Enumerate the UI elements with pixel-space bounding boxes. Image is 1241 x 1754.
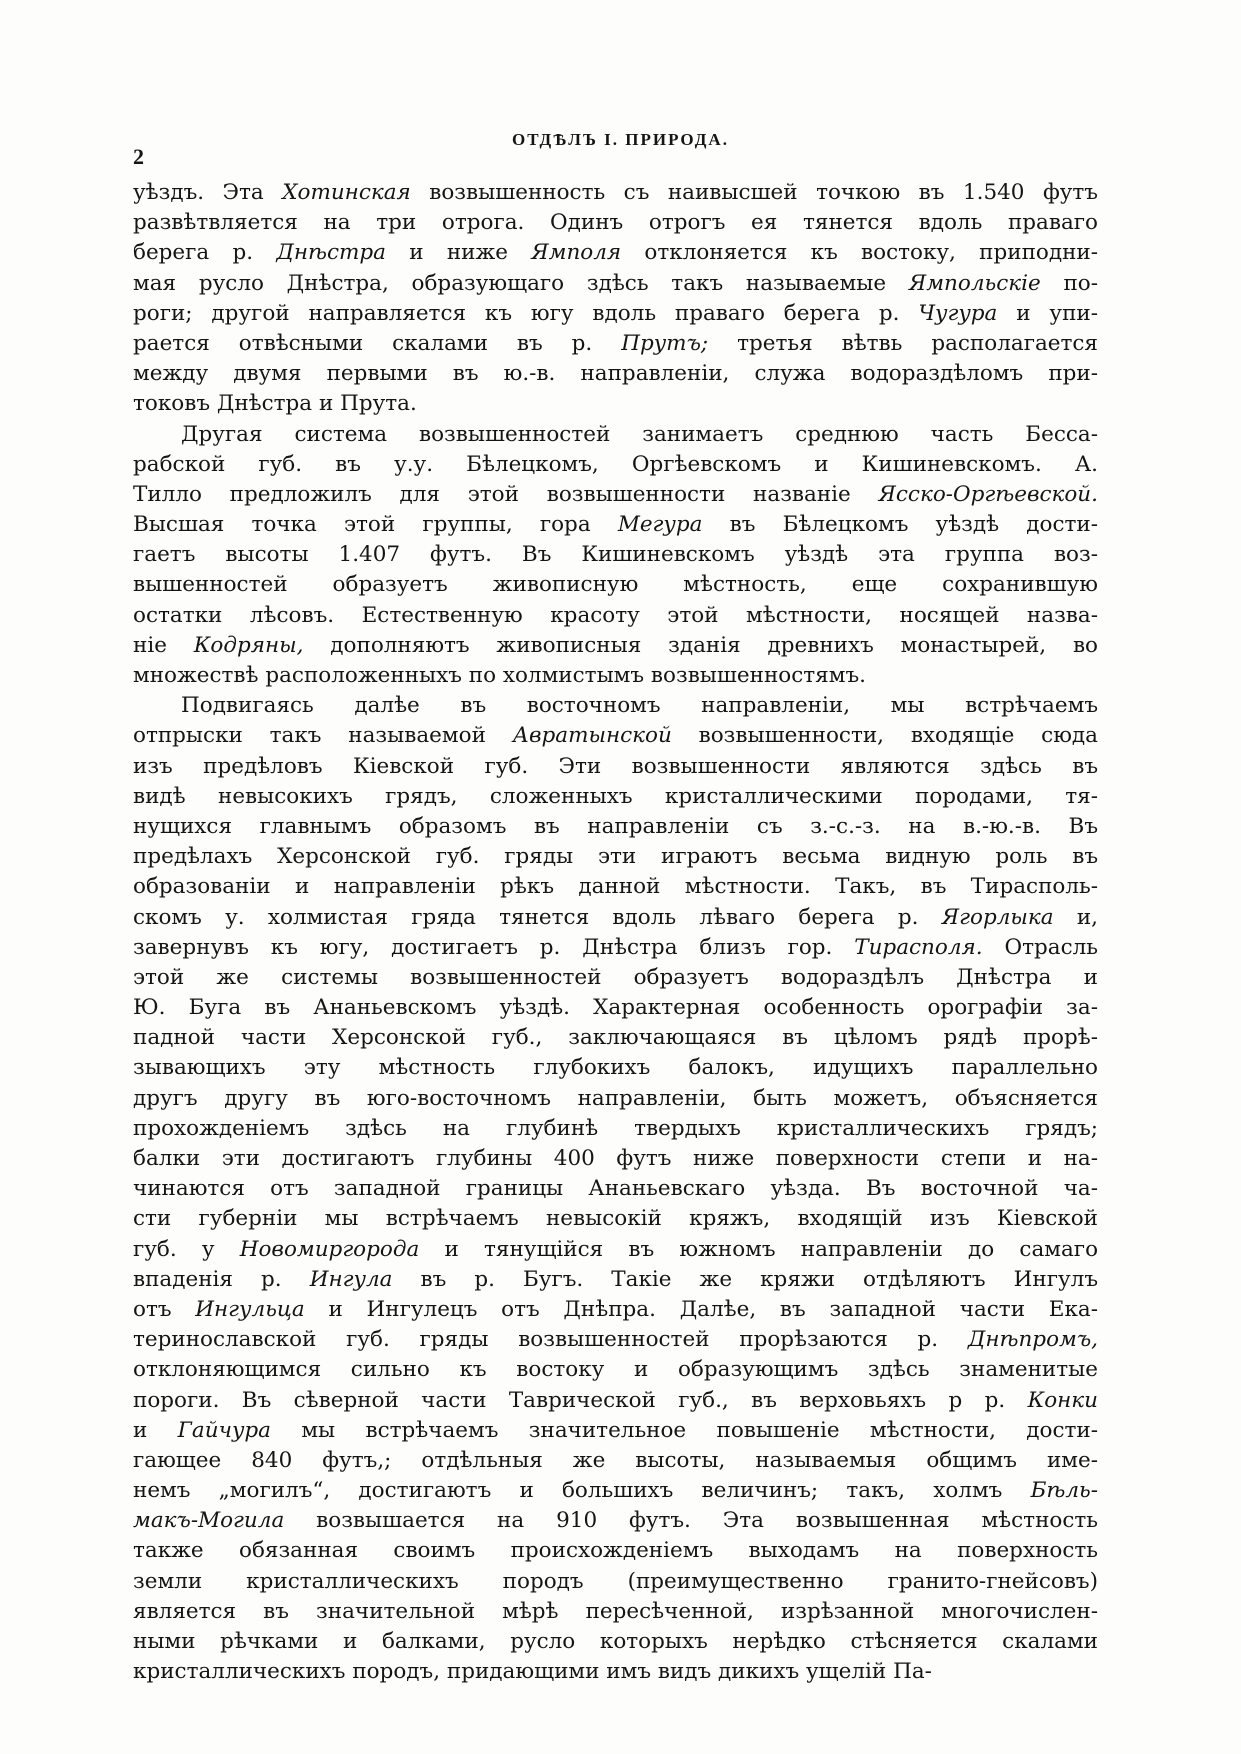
italic-run: Днѣстра (276, 240, 386, 266)
italic-run: Ямпольскіе (908, 270, 1041, 296)
italic-run: Авратынской (512, 723, 672, 749)
text-line (133, 963, 1098, 993)
text-line (133, 1476, 1098, 1506)
text-line (133, 1355, 1098, 1385)
italic-run: Хотинская (282, 180, 411, 205)
italic-run: Ягорлыка (941, 904, 1054, 930)
text-run: и ниже (385, 240, 532, 266)
body-text (133, 178, 1098, 1687)
text-line (133, 208, 1098, 238)
text-line (133, 329, 1098, 359)
text-line (133, 1386, 1098, 1416)
text-line (133, 993, 1098, 1023)
text-run: скомъ у. холмистая гряда тянется вдоль лѣваго берега р. (133, 904, 942, 930)
text-line (133, 1536, 1098, 1566)
italic-run: Тирасполя. (854, 934, 983, 960)
text-line (133, 389, 1098, 419)
text-line (133, 1265, 1098, 1295)
text-run: чинаются отъ западной границы Ананьевскаго уѣзда. Въ восточной ча- (133, 1176, 1098, 1202)
text-line (133, 1144, 1098, 1174)
italic-run: Ямполя (531, 240, 622, 266)
text-run: и Ингулецъ отъ Днѣпра. Далѣе, въ западной части Ека- (304, 1296, 1098, 1322)
text-line (133, 1235, 1098, 1265)
text-run: балки эти достигаютъ глубины 400 футъ ниже поверхности степи и на- (133, 1146, 1098, 1171)
text-run: отклоняющимся сильно къ востоку и образующимъ здѣсь знаменитые (133, 1357, 1098, 1383)
text-run: и тянущійся въ южномъ направленіи до самаго (419, 1236, 1099, 1262)
text-run: возвышается на 910 футъ. Эта возвышенная мѣстность (284, 1508, 1098, 1534)
italic-run: Чугура (918, 300, 998, 326)
text-line (133, 752, 1098, 782)
text-run: нущихся главнымъ образомъ въ направленіи съ з.-с.-з. на в.-ю.-в. Въ (133, 813, 1098, 839)
text-run: и (133, 1417, 178, 1443)
text-run: сти губерніи мы встрѣчаемъ невысокій кряжъ, входящій изъ Кіевской (133, 1206, 1098, 1232)
text-run: Отрасль (982, 934, 1098, 960)
text-run: земли кристаллическихъ породъ (преимущественно гранито-гнейсовъ) (133, 1568, 1098, 1594)
text-line (133, 903, 1098, 933)
text-run: возвышенности, входящіе сюда (671, 723, 1098, 749)
text-line (133, 1295, 1098, 1325)
text-line (133, 1204, 1098, 1234)
text-line (133, 480, 1098, 510)
text-line (133, 1567, 1098, 1597)
text-run: кристаллическихъ породъ, придающими имъ видъ дикихъ ущелій Па- (133, 1659, 932, 1685)
text-run: этой же системы возвышенностей образуетъ водораздѣлъ Днѣстра и (133, 964, 1098, 990)
text-run: немъ „могилъ“, достигаютъ и большихъ величинъ; такъ, холмъ (133, 1478, 1031, 1504)
text-run: Ю. Буга въ Ананьевскомъ уѣздѣ. Характерная особенность орографіи за- (133, 995, 1098, 1021)
text-run: между двумя первыми въ ю.-в. направленіи, служа водораздѣломъ при- (133, 361, 1098, 387)
text-line (133, 601, 1098, 631)
text-run: роги; другой направляется къ югу вдоль праваго берега р. (133, 300, 919, 326)
text-run: третья вѣтвь располагается (708, 330, 1098, 356)
text-run: гаетъ высоты 1.407 футъ. Въ Кишиневскомъ уѣздѣ эта группа воз- (133, 542, 1098, 568)
text-run: пороги. Въ сѣверной части Таврической губ., въ верховьяхъ р р. (133, 1387, 1028, 1413)
italic-run: Кодряны, (193, 632, 304, 658)
text-run: берега р. (133, 240, 277, 266)
text-run: губ. у (133, 1236, 240, 1262)
page-number: 2 (133, 144, 144, 169)
italic-run: Ингульца (195, 1296, 305, 1322)
text-line (133, 1446, 1098, 1476)
text-run: и упи- (997, 300, 1098, 326)
text-run: видѣ невысокихъ грядъ, сложенныхъ кристаллическими породами, тя- (133, 783, 1098, 809)
text-line (133, 540, 1098, 570)
text-line (133, 1325, 1098, 1355)
italic-run: макъ-Могила (133, 1508, 285, 1534)
text-line (133, 238, 1098, 268)
text-run: въ р. Бугъ. Такіе же кряжи отдѣляютъ Ингулъ (392, 1266, 1098, 1292)
text-run: прохожденіемъ здѣсь на глубинѣ твердыхъ кристаллическихъ грядъ; (133, 1115, 1098, 1141)
text-line (133, 1597, 1098, 1627)
text-run: рается отвѣсными скалами въ р. (133, 330, 622, 356)
text-run: завернувъ къ югу, достигаетъ р. Днѣстра близъ гор. (133, 934, 855, 960)
text-run: другъ другу въ юго-восточномъ направленіи, быть можетъ, объясняется (133, 1085, 1098, 1111)
text-run: развѣтвляется на три отрога. Одинъ отрогъ ея тянется вдоль праваго (133, 210, 1098, 236)
text-line (133, 631, 1098, 661)
text-line (133, 269, 1098, 299)
text-run: Высшая точка этой группы, гора (133, 512, 618, 538)
text-run: по- (1040, 270, 1098, 296)
text-line (133, 1084, 1098, 1114)
text-run: отпрыски такъ называемой (133, 723, 513, 749)
text-line (133, 872, 1098, 902)
text-line (133, 1416, 1098, 1446)
text-run: изъ предѣловъ Кіевской губ. Эти возвышенности являются здѣсь въ (133, 753, 1098, 779)
text-line (133, 510, 1098, 540)
italic-run: Новомиргорода (239, 1236, 420, 1262)
text-run: вышенностей образуетъ живописную мѣстность, еще сохранившую (133, 572, 1098, 598)
text-run: отъ (133, 1296, 196, 1322)
text-line (133, 1627, 1098, 1657)
text-line (133, 299, 1098, 329)
text-line (133, 721, 1098, 751)
text-run: является въ значительной мѣрѣ пересѣченной, изрѣзанной многочислен- (133, 1598, 1098, 1624)
text-run: мы встрѣчаемъ значительное повышеніе мѣстности, дости- (271, 1417, 1098, 1443)
text-line (133, 691, 1098, 721)
italic-run: Ингула (309, 1266, 393, 1292)
text-line (133, 1114, 1098, 1144)
text-line (133, 812, 1098, 842)
text-line (133, 933, 1098, 963)
text-run: ніе (133, 632, 194, 658)
italic-run: Ясско-Оргѣевской. (878, 481, 1098, 507)
text-run: отклоняется къ востоку, приподни- (621, 240, 1098, 266)
text-run: дополняютъ живописныя зданія древнихъ монастырей, во (303, 632, 1099, 658)
text-line (133, 1053, 1098, 1083)
text-run: мая русло Днѣстра, образующаго здѣсь такъ называемые (133, 270, 909, 296)
text-line (133, 570, 1098, 600)
text-line (133, 1174, 1098, 1204)
text-run: возвышенность съ наивысшей точкою въ 1.540 футъ (410, 180, 1098, 205)
italic-run: Днѣпромъ, (967, 1327, 1098, 1353)
text-run: рабской губ. въ у.у. Бѣлецкомъ, Оргѣевскомъ и Кишиневскомъ. А. (133, 451, 1098, 477)
text-line (133, 359, 1098, 389)
text-line (133, 661, 1098, 691)
text-run: Другая система возвышенностей занимаетъ среднюю часть Бесса- (181, 421, 1098, 447)
text-run: падной части Херсонской губ., заключающаяся въ цѣломъ рядѣ прорѣ- (133, 1025, 1098, 1051)
italic-run: Бѣль- (1030, 1478, 1098, 1504)
text-line (133, 1506, 1098, 1536)
text-run: множествѣ расположенныхъ по холмистымъ возвышенностямъ. (133, 663, 866, 688)
italic-run: Прутъ; (621, 330, 709, 356)
text-line (133, 178, 1098, 208)
text-line (133, 782, 1098, 812)
italic-run: Гайчура (177, 1417, 271, 1443)
text-run: образованіи и направленіи рѣкъ данной мѣстности. Такъ, въ Тирасполь- (133, 874, 1098, 900)
text-line (133, 420, 1098, 450)
text-run: уѣздъ. Эта (133, 180, 283, 205)
running-head: ОТДѢЛЪ I. ПРИРОДА. (512, 130, 729, 149)
text-run: гающее 840 футъ,; отдѣльныя же высоты, называемыя общимъ име- (133, 1447, 1098, 1473)
text-run: впаденія р. (133, 1266, 310, 1292)
text-run: также обязанная своимъ происхожденіемъ выходамъ на поверхность (133, 1538, 1098, 1564)
text-run: остатки лѣсовъ. Естественную красоту этой мѣстности, носящей назва- (133, 602, 1098, 628)
text-line (133, 842, 1098, 872)
text-run: токовъ Днѣстра и Прута. (133, 391, 417, 417)
text-run: въ Бѣлецкомъ уѣздѣ дости- (702, 512, 1098, 538)
italic-run: Конки (1027, 1387, 1098, 1413)
text-run: Тилло предложилъ для этой возвышенности названіе (133, 481, 879, 507)
text-run: ными рѣчками и балками, русло которыхъ нерѣдко стѣсняется скалами (133, 1629, 1098, 1654)
text-run: предѣлахъ Херсонской губ. гряды эти играютъ весьма видную роль въ (133, 844, 1098, 870)
text-run: зывающихъ эту мѣстность глубокихъ балокъ, идущихъ параллельно (133, 1055, 1098, 1081)
text-run: Подвигаясь далѣе въ восточномъ направленіи, мы встрѣчаемъ (181, 693, 1098, 719)
text-run: теринославской губ. гряды возвышенностей прорѣзаются р. (133, 1327, 968, 1353)
text-line (133, 1023, 1098, 1053)
text-line (133, 450, 1098, 480)
italic-run: Мегура (617, 512, 703, 538)
text-line (133, 1657, 1098, 1687)
text-run: и, (1053, 904, 1098, 930)
